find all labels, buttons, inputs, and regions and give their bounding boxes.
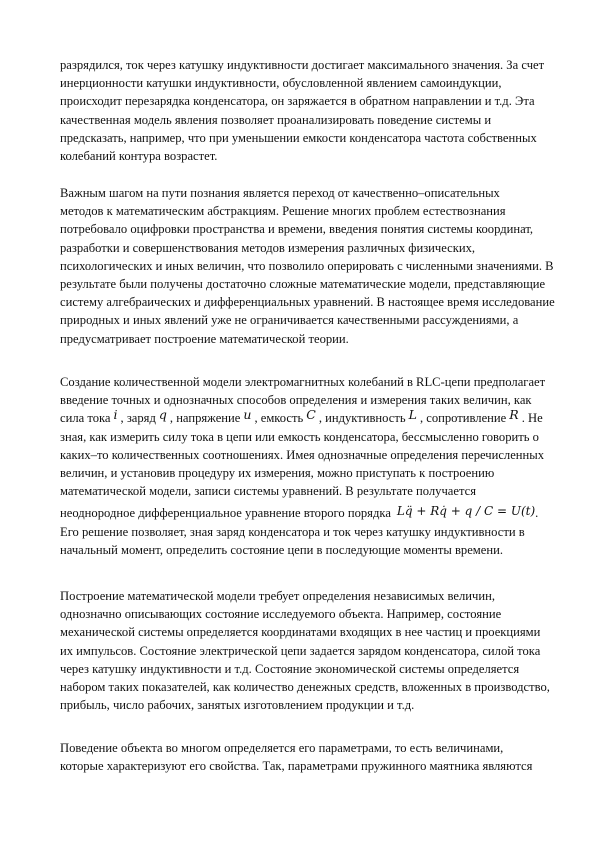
inline-text: неоднородное дифференциальное уравнение второго порядка [60, 506, 391, 521]
symbol-inductance: L [408, 407, 417, 423]
paragraph-5 [60, 739, 540, 775]
symbol-current: i [113, 407, 118, 423]
text-line: которые характеризуют его свойства. Так, параметрами пружинного маятника являются [60, 759, 533, 774]
text-line: величин, и установив процедуру их измерения, можно приступать к построению [60, 466, 495, 481]
text-line: инерционности катушки индуктивности, обусловленной явлением самоиндукции, [60, 76, 502, 91]
inline-text: . Не [521, 411, 543, 426]
inline-text: , емкость [254, 411, 304, 426]
text-line: предусматривает построение математической теории. [60, 331, 349, 346]
text-line: предсказать, например, что при уменьшении емкости конденсатора частота собственных [60, 130, 537, 145]
text-line: набором таких показателей, как количество денежных средств, вложенных в производство, [60, 680, 550, 695]
text-line: их импульсов. Состояние электрической цепи задается зарядом конденсатора, силой тока [60, 643, 541, 658]
paragraph-4 [60, 587, 550, 714]
text-line: результате были получены достаточно сложные математические модели, представляющие [60, 277, 546, 292]
text-line: Создание количественной модели электромагнитных колебаний в RLC-цепи предполагает [60, 375, 546, 389]
text-line: однозначно описывающих состояние исследуемого объекта. Например, состояние [60, 607, 502, 622]
inline-text: . [535, 506, 539, 521]
text-line: систему алгебраических и дифференциальных уравнений. В настоящее время исследование [60, 295, 555, 310]
text-line: разработки и совершенствования методов измерения различных физических, [60, 240, 476, 255]
inline-text: , индуктивность [318, 411, 406, 426]
text-line: разрядился, ток через катушку индуктивности достигает максимального значения. За счет [60, 58, 545, 72]
text-line: механической системы определяется координатами входящих в нее частиц и проекциями [60, 625, 541, 640]
text-line: Его решение позволяет, зная заряд конденсатора и ток через катушку индуктивности в [60, 524, 525, 539]
text-line: Поведение объекта во многом определяется его параметрами, то есть величинами, [60, 741, 504, 755]
text-line: каких–то количественных соотношениях. Имея однозначные определения перечисленных [60, 447, 545, 462]
text-line: начальный момент, определить состояние цепи в последующие моменты времени. [60, 542, 503, 557]
symbol-resistance: R [509, 407, 519, 423]
text-line-with-equation [60, 504, 540, 522]
text-line: происходит перезарядка конденсатора, он заряжается в обратном направлении и т.д. Эта [60, 94, 535, 109]
text-line: колебаний контура возрастет. [60, 149, 218, 164]
text-line: через катушку индуктивности и т.д. Состояние экономической системы определяется [60, 661, 520, 676]
inline-text: , сопротивление [419, 411, 507, 426]
symbol-charge: q [158, 407, 167, 423]
symbol-capacitance: C [306, 407, 316, 423]
inline-text: сила тока [60, 411, 111, 426]
symbol-voltage: u [243, 407, 252, 423]
inline-text: , напряжение [169, 411, 241, 426]
text-line: введение точных и однозначных способов определения и измерения таких величин, как [60, 393, 532, 408]
text-line: Важным шагом на пути познания является переход от качественно–описательных [60, 186, 500, 200]
text-line-with-symbols [60, 407, 543, 427]
differential-equation: Lq̈ + Rq̇ + q / C = U(t) [396, 504, 536, 519]
paragraph-1 [60, 56, 545, 165]
text-line: методов к математическим абстракциям. Решение многих проблем естествознания [60, 204, 506, 219]
text-line: Построение математической модели требует определения независимых величин, [60, 589, 495, 603]
text-line: прибыль, число рабочих, занятых изготовлением продукции и т.д. [60, 698, 415, 713]
text-line: зная, как измерить силу тока в цепи или емкость конденсатора, бессмысленно говорить о [60, 429, 539, 444]
paragraph-2 [60, 184, 555, 348]
paragraph-3 [60, 373, 546, 559]
text-line: природных и иных явлений уже не ограничивается качественными рассуждениями, а [60, 313, 519, 328]
text-line: качественная модель явления позволяет проанализировать поведение системы и [60, 112, 492, 127]
text-line: потребовало оцифровки пространства и времени, введения понятия системы координат, [60, 222, 534, 237]
text-line: математической модели, записи системы уравнений. В результате получается [60, 484, 477, 499]
text-line: психологических и иных величин, что позволило оперировать с численными значениями. В [60, 258, 554, 273]
inline-text: , заряд [120, 411, 156, 426]
